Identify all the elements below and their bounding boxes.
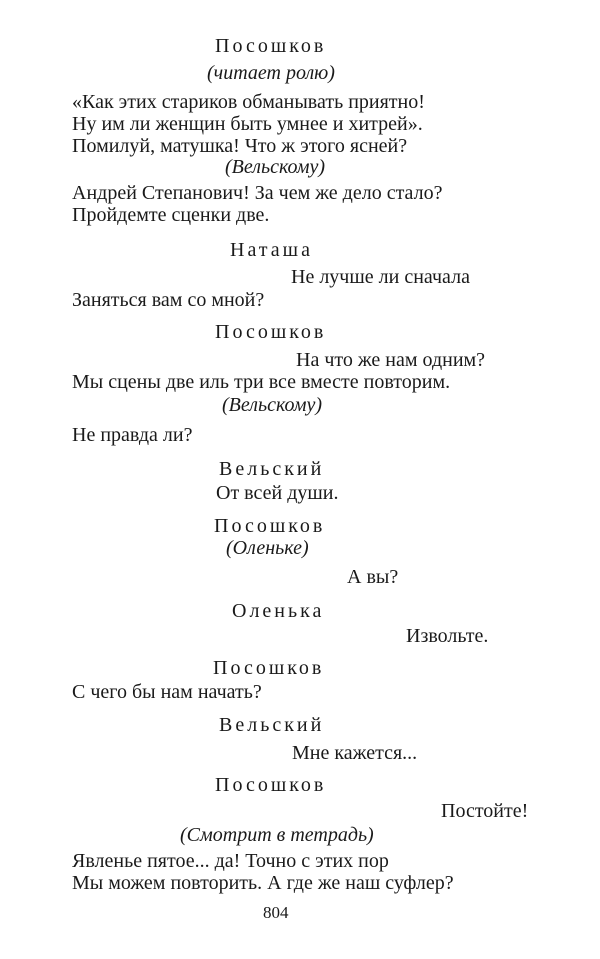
stage-direction: (Оленьке) (226, 537, 309, 559)
verse-line: Андрей Степанович! За чем же дело стало? (72, 182, 443, 204)
verse-line: Пройдемте сценки две. (72, 204, 270, 226)
verse-line: Ну им ли женщин быть умнее и хитрей». (72, 113, 423, 135)
stage-direction: (Вельскому) (225, 156, 326, 178)
verse-line: Постойте! (441, 800, 529, 822)
verse-line: Извольте. (406, 625, 489, 647)
stage-direction: (читает ролю) (207, 62, 335, 84)
speaker-name: Посошков (215, 774, 327, 796)
verse-line: Помилуй, матушка! Что ж этого ясней? (72, 135, 408, 157)
verse-line: С чего бы нам начать? (72, 681, 262, 703)
speaker-name: Посошков (215, 35, 327, 57)
verse-line: Не правда ли? (72, 424, 193, 446)
speaker-name: Оленька (232, 600, 325, 622)
stage-direction: (Смотрит в тетрадь) (180, 824, 374, 846)
speaker-name: Посошков (215, 321, 327, 343)
verse-line: А вы? (347, 566, 399, 588)
verse-line: Мы сцены две иль три все вместе повторим. (72, 371, 451, 393)
verse-line: Мы можем повторить. А где же наш суфлер? (72, 872, 454, 894)
speaker-name: Наташа (230, 239, 313, 261)
speaker-name: Вельский (219, 714, 325, 736)
verse-line: Не лучше ли сначала (291, 266, 470, 288)
verse-line: Мне кажется... (292, 742, 418, 764)
verse-line: На что же нам одним? (296, 349, 486, 371)
verse-line: От всей души. (216, 482, 339, 504)
verse-line: Заняться вам со мной? (72, 289, 265, 311)
verse-line: Явленье пятое... да! Точно с этих пор (72, 850, 389, 872)
page-number: 804 (263, 903, 289, 922)
verse-line: «Как этих стариков обманывать приятно! (72, 91, 425, 113)
speaker-name: Посошков (214, 515, 326, 537)
stage-direction: (Вельскому) (222, 394, 323, 416)
speaker-name: Посошков (213, 657, 325, 679)
speaker-name: Вельский (219, 458, 325, 480)
